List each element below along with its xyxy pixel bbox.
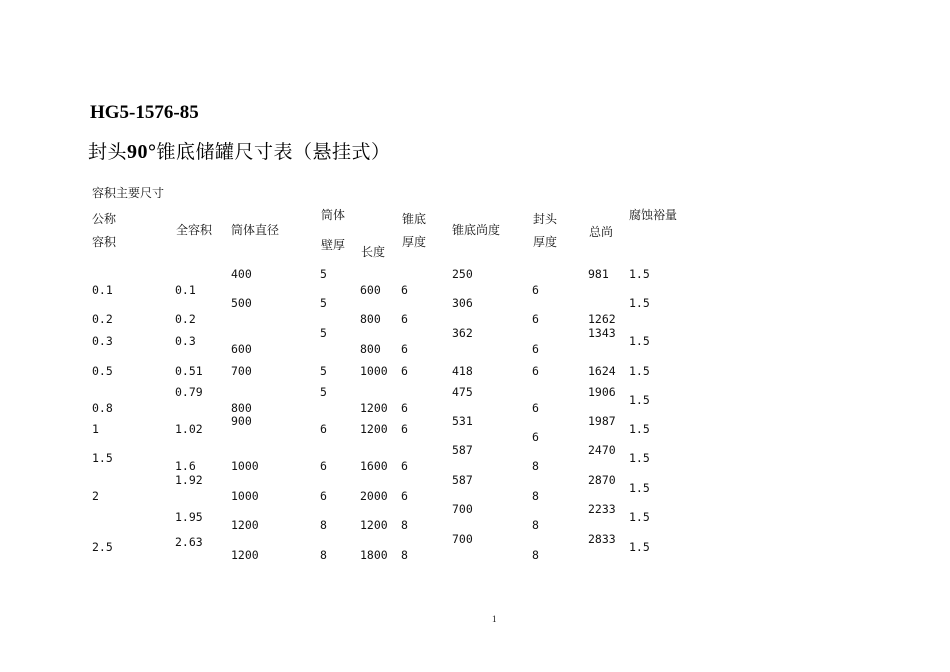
cell-total: 2833 (588, 532, 616, 546)
cell-length: 800 (360, 342, 381, 356)
cell-corr: 1.5 (629, 451, 650, 465)
header-cone-line2: 厚度 (402, 235, 427, 249)
cell-cone-h: 418 (452, 364, 473, 378)
cell-nominal: 0.5 (92, 364, 113, 378)
cell-length: 1000 (360, 364, 388, 378)
cell-length: 1200 (360, 518, 388, 532)
cell-nominal: 0.8 (92, 401, 113, 415)
header-head-thickness (533, 208, 557, 254)
header-head-line2: 厚度 (533, 235, 558, 249)
cell-head: 8 (532, 548, 539, 562)
title-prefix: 封头 (88, 141, 128, 163)
cell-full: 1.92 (175, 473, 203, 487)
page-number: 1 (492, 614, 497, 624)
cell-total: 1987 (588, 414, 616, 428)
cell-cone: 6 (401, 312, 408, 326)
cell-head: 8 (532, 489, 539, 503)
cell-length: 1200 (360, 422, 388, 436)
cell-diameter: 1000 (231, 489, 259, 503)
cell-corr: 1.5 (629, 540, 650, 554)
cell-full: 0.3 (175, 334, 196, 348)
cell-diameter: 1200 (231, 548, 259, 562)
cell-corr: 1.5 (629, 481, 650, 495)
cell-diameter: 400 (231, 267, 252, 281)
cell-wall: 6 (320, 459, 327, 473)
cell-full: 0.79 (175, 385, 203, 399)
cell-cone: 6 (401, 489, 408, 503)
cell-full: 0.2 (175, 312, 196, 326)
cell-total: 1343 (588, 326, 616, 340)
cell-length: 1800 (360, 548, 388, 562)
cell-total: 1262 (588, 312, 616, 326)
header-wall-thickness: 壁厚 (321, 238, 346, 252)
cell-wall: 8 (320, 548, 327, 562)
table-subtitle: 容积主要尺寸 (92, 186, 165, 200)
cell-length: 1200 (360, 401, 388, 415)
cell-length: 600 (360, 283, 381, 297)
cell-head: 6 (532, 364, 539, 378)
header-nominal-line2: 容积 (92, 235, 117, 249)
cell-nominal: 0.2 (92, 312, 113, 326)
cell-head: 6 (532, 312, 539, 326)
cell-full: 2.63 (175, 535, 203, 549)
cell-cone-h: 531 (452, 414, 473, 428)
cell-cone-h: 700 (452, 502, 473, 516)
cell-diameter: 1200 (231, 518, 259, 532)
cell-diameter: 900 (231, 414, 252, 428)
cell-corr: 1.5 (629, 296, 650, 310)
cell-total: 2233 (588, 502, 616, 516)
cell-diameter: 800 (231, 401, 252, 415)
cell-wall: 6 (320, 422, 327, 436)
cell-nominal: 0.1 (92, 283, 113, 297)
header-cone-line1: 锥底 (402, 212, 427, 226)
cell-wall: 8 (320, 518, 327, 532)
header-cone-thickness (402, 208, 426, 254)
header-head-line1: 封头 (533, 212, 558, 226)
cell-corr: 1.5 (629, 393, 650, 407)
cell-head: 6 (532, 342, 539, 356)
cell-cone: 6 (401, 342, 408, 356)
cell-head: 8 (532, 459, 539, 473)
cell-diameter: 700 (231, 364, 252, 378)
cell-corr: 1.5 (629, 334, 650, 348)
cell-nominal: 1 (92, 422, 99, 436)
cell-head: 6 (532, 430, 539, 444)
header-nominal-line1: 公称 (92, 212, 117, 226)
cell-cone-h: 250 (452, 267, 473, 281)
title-angle: 90° (127, 141, 157, 163)
cell-total: 1906 (588, 385, 616, 399)
cell-nominal: 2.5 (92, 540, 113, 554)
cell-cone: 8 (401, 548, 408, 562)
cell-cone-h: 475 (452, 385, 473, 399)
cell-nominal: 2 (92, 489, 99, 503)
header-shell-label: 筒体 (321, 208, 346, 222)
cell-full: 1.02 (175, 422, 203, 436)
header-full-volume: 全容积 (176, 223, 213, 237)
cell-wall: 5 (320, 267, 327, 281)
cell-cone: 6 (401, 422, 408, 436)
cell-total: 2470 (588, 443, 616, 457)
cell-head: 6 (532, 283, 539, 297)
cell-corr: 1.5 (629, 510, 650, 524)
header-length: 长度 (361, 245, 386, 259)
cell-corr: 1.5 (629, 364, 650, 378)
cell-diameter: 1000 (231, 459, 259, 473)
cell-full: 0.51 (175, 364, 203, 378)
cell-cone: 8 (401, 518, 408, 532)
document-code: HG5-1576-85 (90, 102, 199, 123)
cell-nominal: 0.3 (92, 334, 113, 348)
cell-cone: 6 (401, 364, 408, 378)
cell-cone: 6 (401, 459, 408, 473)
cell-cone-h: 306 (452, 296, 473, 310)
cell-diameter: 600 (231, 342, 252, 356)
cell-total: 981 (588, 267, 609, 281)
cell-total: 1624 (588, 364, 616, 378)
cell-corr: 1.5 (629, 422, 650, 436)
cell-corr: 1.5 (629, 267, 650, 281)
cell-nominal: 1.5 (92, 451, 113, 465)
header-nominal-volume (92, 208, 116, 254)
cell-diameter: 500 (231, 296, 252, 310)
header-total-height: 总尚 (589, 225, 614, 239)
cell-cone-h: 362 (452, 326, 473, 340)
header-corrosion-allowance: 腐蚀裕量 (629, 208, 678, 222)
cell-wall: 5 (320, 326, 327, 340)
header-cone-height: 锥底尚度 (452, 223, 501, 237)
cell-cone-h: 587 (452, 443, 473, 457)
cell-total: 2870 (588, 473, 616, 487)
cell-wall: 6 (320, 489, 327, 503)
cell-length: 1600 (360, 459, 388, 473)
cell-head: 6 (532, 401, 539, 415)
title-suffix: 锥底储罐尺寸表（悬挂式） (156, 141, 391, 163)
cell-length: 800 (360, 312, 381, 326)
cell-wall: 5 (320, 296, 327, 310)
header-shell-diameter: 筒体直径 (231, 223, 280, 237)
document-title (88, 137, 391, 164)
cell-wall: 5 (320, 364, 327, 378)
cell-cone-h: 587 (452, 473, 473, 487)
cell-cone-h: 700 (452, 532, 473, 546)
cell-full: 1.95 (175, 510, 203, 524)
cell-cone: 6 (401, 401, 408, 415)
cell-length: 2000 (360, 489, 388, 503)
cell-head: 8 (532, 518, 539, 532)
cell-wall: 5 (320, 385, 327, 399)
cell-cone: 6 (401, 283, 408, 297)
cell-full: 0.1 (175, 283, 196, 297)
cell-full: 1.6 (175, 459, 196, 473)
